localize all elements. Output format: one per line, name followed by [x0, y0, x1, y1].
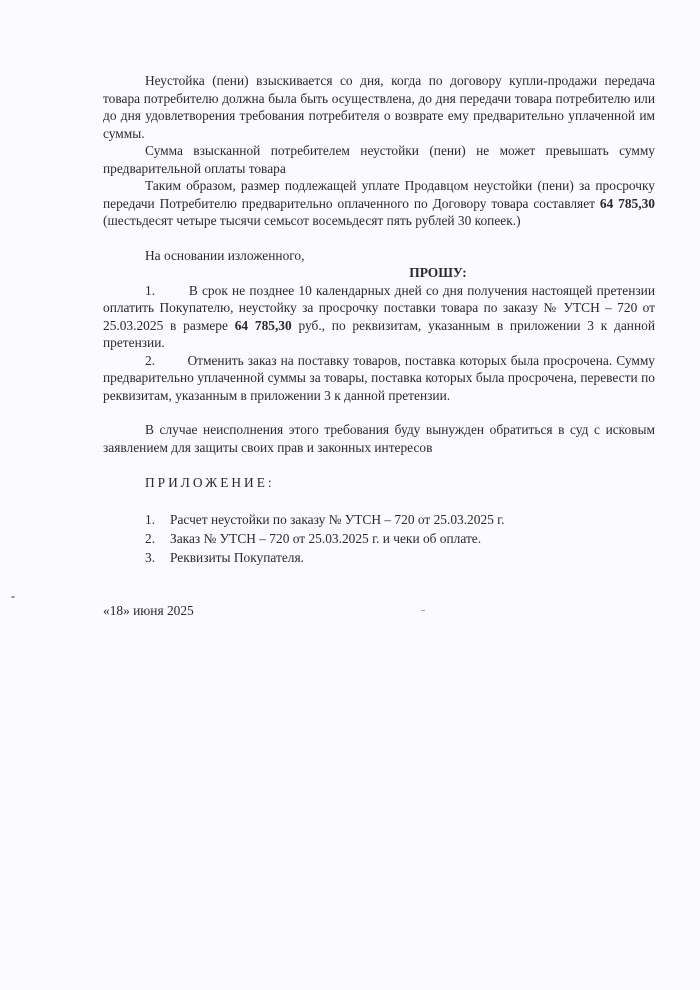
appendix-item-text: Заказ № УТСН – 720 от 25.03.2025 г. и чеки об оплате. [170, 530, 482, 546]
appendix-item-text: Реквизиты Покупателя. [170, 549, 304, 565]
scan-speck [11, 596, 15, 598]
document-body [103, 72, 655, 619]
appendix-item-number: 2. [145, 530, 156, 546]
appendix-item [145, 510, 655, 529]
appendix-item [145, 529, 655, 548]
paragraph-warning: В случае неисполнения этого требования буду вынужден обратиться в суд с исковым заявлением для защиты своих прав и законных интересов [103, 422, 655, 455]
paragraph-basis: На основании изложенного, [145, 247, 305, 263]
appendix-item-text: Расчет неустойки по заказу № УТСН – 720 от 25.03.2025 г. [170, 511, 505, 527]
document-date: «18» июня 2025 [103, 602, 194, 618]
request-item-2-text: Отменить заказ на поставку товаров, поставка которых была просрочена. Сумму предварительно уплаченной суммы за товары, поставка которых была просрочена, перевести по реквизитам, указанным в приложении 3 к данной претензии. [103, 352, 656, 403]
paragraph-penalty-amount [103, 177, 655, 230]
request-item-1-number: 1. [145, 282, 156, 298]
penalty-amount-value: 64 785,30 [599, 195, 655, 211]
paragraph-penalty-definition: Неустойка (пени) взыскивается со дня, когда по договору купли-продажи передача товара потребителю должна была быть осуществлена, до дня передачи товара потребителю или до дня удовлетворения требования потребителя о возврате ему предварительно уплаченной им суммы. [103, 73, 655, 141]
request-item-1-text-start: В срок не позднее 10 календарных дней со дня получения настоящей претензии оплатить Покупателю, неустойку за просрочку поставки товара по заказу № УТСН – 720 от 25.03.2025 в размере [103, 282, 656, 333]
appendix-item-number: 3. [145, 549, 156, 565]
appendix-item-number: 1. [145, 511, 156, 527]
penalty-amount-text-end: (шестьдесят четыре тысячи семьсот восемьдесят пять рублей 30 копеек.) [103, 213, 521, 228]
paragraph-penalty-limit: Сумма взысканной потребителем неустойки (пени) не может превышать сумму предварительной оплаты товара [103, 143, 655, 176]
scan-speck [421, 610, 425, 611]
request-item-1-text-end: руб., по реквизитам, указанным в приложении 3 к данной претензии. [103, 317, 655, 350]
penalty-amount-text-start: Таким образом, размер подлежащей уплате Продавцом неустойки (пени) за просрочку передачи Потребителю предварительно оплаченного по Договору товара составляет [103, 178, 655, 211]
request-item-2-number: 2. [145, 352, 156, 368]
appendix-title: ПРИЛОЖЕНИЕ: [145, 475, 275, 490]
request-item-2 [103, 352, 655, 405]
appendix-item [145, 548, 655, 567]
request-item-1-amount: 64 785,30 [234, 317, 292, 333]
request-heading: ПРОШУ: [409, 265, 467, 280]
request-item-1 [103, 282, 655, 352]
appendix-list [103, 510, 655, 567]
